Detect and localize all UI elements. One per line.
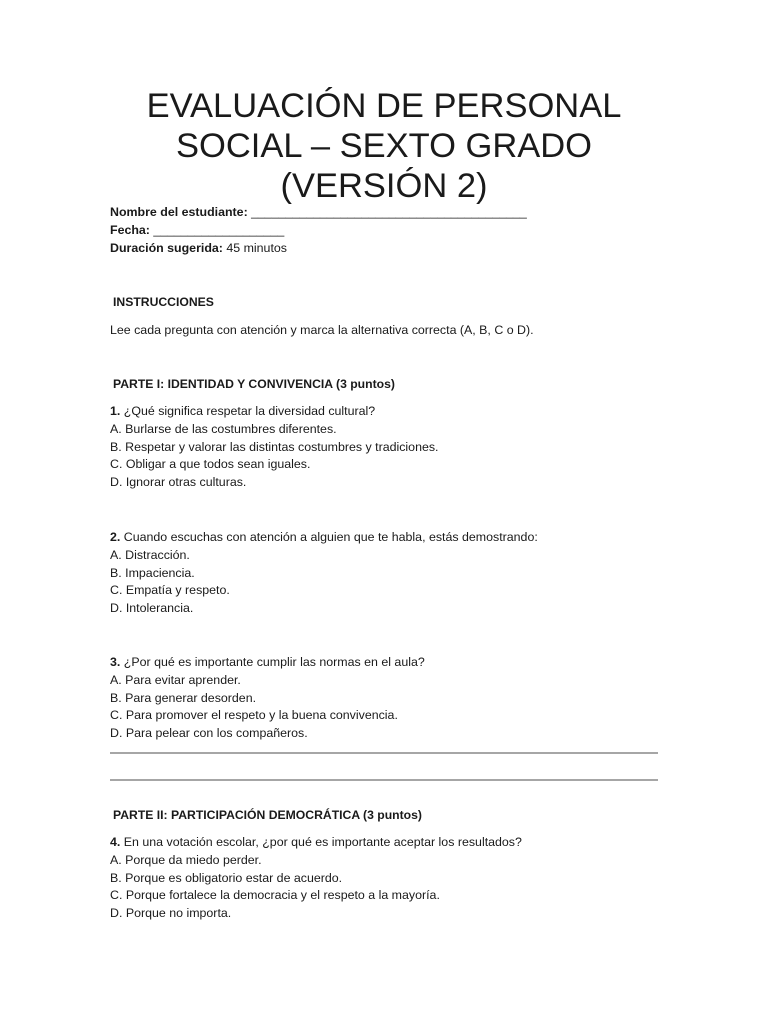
question-4 xyxy=(110,834,670,923)
instructions-heading: INSTRUCCIONES xyxy=(113,295,214,309)
option-c: C. Para promover el respeto y la buena convivencia. xyxy=(110,708,398,723)
question-2 xyxy=(110,529,670,618)
student-name-field xyxy=(110,204,670,222)
title-line: SOCIAL – SEXTO GRADO xyxy=(175,127,593,165)
option-a: A. Para evitar aprender. xyxy=(110,672,241,687)
instructions-text: Lee cada pregunta con atención y marca la alternativa correcta (A, B, C o D). xyxy=(110,323,534,337)
student-name-blank: ________________________________________ xyxy=(247,205,527,219)
horizontal-rule xyxy=(110,752,658,754)
duration-label: Duración sugerida: xyxy=(110,240,223,255)
question-3 xyxy=(110,654,670,743)
option-a: A. Distracción. xyxy=(110,547,190,562)
title-line: EVALUACIÓN DE PERSONAL xyxy=(146,87,622,125)
document-title xyxy=(110,86,658,206)
question-text: ¿Por qué es importante cumplir las normas en el aula? xyxy=(120,655,425,669)
question-number: 1. xyxy=(110,404,121,418)
question-text: En una votación escolar, ¿por qué es importante aceptar los resultados? xyxy=(120,835,522,849)
student-name-label: Nombre del estudiante: xyxy=(110,205,248,219)
part1-heading: PARTE I: IDENTIDAD Y CONVIVENCIA (3 puntos) xyxy=(113,377,395,391)
student-info xyxy=(110,204,670,257)
question-number: 4. xyxy=(110,835,121,849)
option-b: B. Para generar desorden. xyxy=(110,690,257,705)
question-text: Cuando escuchas con atención a alguien que te habla, estás demostrando: xyxy=(120,530,538,544)
option-b: B. Respetar y valorar las distintas costumbres y tradiciones. xyxy=(110,439,439,454)
date-blank: ___________________ xyxy=(149,222,285,237)
question-stem xyxy=(110,834,670,852)
date-label: Fecha: xyxy=(110,222,150,237)
option-c: C. Empatía y respeto. xyxy=(110,583,230,598)
part2-heading: PARTE II: PARTICIPACIÓN DEMOCRÁTICA (3 puntos) xyxy=(113,808,422,822)
duration-value: 45 minutos xyxy=(222,240,287,255)
question-1 xyxy=(110,403,670,492)
option-c: C. Porque fortalece la democracia y el respeto a la mayoría. xyxy=(110,888,440,903)
option-c: C. Obligar a que todos sean iguales. xyxy=(110,457,311,472)
question-stem xyxy=(110,654,670,672)
question-stem xyxy=(110,529,670,547)
option-d: D. Porque no importa. xyxy=(110,906,232,921)
date-field xyxy=(110,222,670,240)
option-d: D. Intolerancia. xyxy=(110,601,194,616)
option-a: A. Porque da miedo perder. xyxy=(110,852,262,867)
duration-field xyxy=(110,240,670,258)
option-d: D. Para pelear con los compañeros. xyxy=(110,726,308,741)
question-stem xyxy=(110,403,670,421)
question-number: 3. xyxy=(110,655,121,669)
option-b: B. Porque es obligatorio estar de acuerdo. xyxy=(110,870,343,885)
horizontal-rule xyxy=(110,779,658,781)
question-text: ¿Qué significa respetar la diversidad cultural? xyxy=(120,404,376,418)
title-line: (VERSIÓN 2) xyxy=(280,167,488,205)
option-d: D. Ignorar otras culturas. xyxy=(110,475,247,490)
option-a: A. Burlarse de las costumbres diferentes. xyxy=(110,421,337,436)
option-b: B. Impaciencia. xyxy=(110,565,195,580)
question-number: 2. xyxy=(110,530,121,544)
